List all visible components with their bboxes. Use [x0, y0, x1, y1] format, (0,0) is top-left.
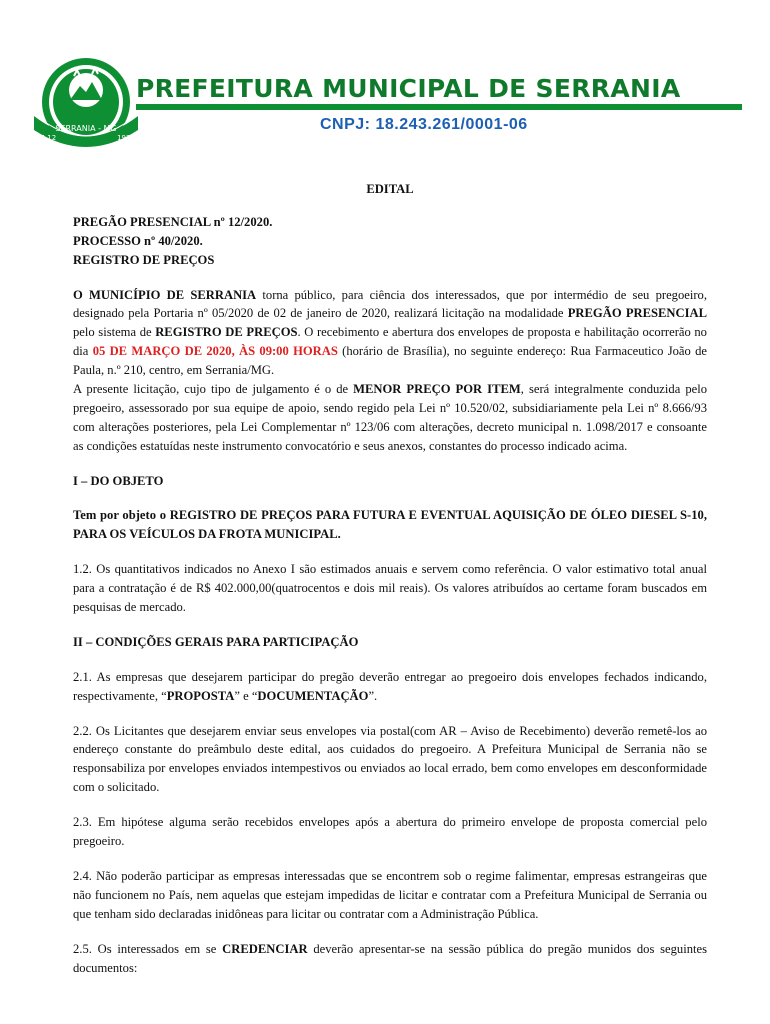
session-date: 05 DE MARÇO DE 2020, ÀS 09:00 HORAS — [92, 344, 338, 359]
judgment-text-1: A presente licitação, cujo tipo de julgamento é o de — [73, 382, 354, 397]
seal-day: 17-12 — [35, 134, 57, 142]
intro-text-2: pelo sistema de — [73, 325, 156, 340]
paragraph-1-2: 1.2. Os quantitativos indicados no Anexo I são estimados anuais e servem como referência. O valor estimativo total anual para a contratação é de R$ 402.000,00(quatrocentos e dois mil reais). Os valores atribuídos ao certame foram buscados em pesquisas de mercado. — [73, 562, 707, 615]
document-identifiers — [73, 213, 707, 270]
section-2-heading — [73, 633, 707, 652]
p21-text-2: ” e “ — [234, 688, 258, 703]
document-title: EDITAL — [366, 182, 414, 196]
p25-text-1: 2.5. Os interessados em se — [73, 941, 223, 956]
p21-text-1: 2.1. As empresas que desejarem participar do pregão deverão entregar ao pregoeiro dois envelopes fechados indicando, respectivamente, “ — [73, 669, 707, 703]
paragraph-2-2: 2.2. Os Licitantes que desejarem enviar seus envelopes via postal(com AR – Aviso de Recebimento) deverão remetê-los ao endereço constante do preâmbulo deste edital, aos cuidados do pregoeiro. A Prefeitura Municipal de Serrania não se responsabiliza por envelopes enviados intempestivos ou enviados ao local errado, bem como envelopes em desconformidade com o solicitado. — [73, 723, 707, 795]
p21-text-3: ”. — [368, 688, 378, 703]
seal-banner-text: SERRANIA - MG — [55, 124, 117, 133]
section-1-heading-text: I – DO OBJETO — [73, 473, 164, 488]
intro-bold-2: PREGÃO PRESENCIAL — [567, 306, 707, 321]
letterhead — [30, 56, 742, 156]
cnpj-number: CNPJ: 18.243.261/0001-06 — [320, 116, 528, 133]
judgment-bold: MENOR PREÇO POR ITEM — [353, 382, 521, 397]
registry-label: REGISTRO DE PREÇOS — [73, 252, 215, 267]
paragraph-2-1 — [73, 668, 707, 706]
p25-text-2: deverão apresentar-se na sessão pública do pregão munidos dos seguintes documentos: — [73, 941, 708, 975]
agency-title: PREFEITURA MUNICIPAL DE SERRANIA — [136, 74, 681, 103]
judgment-paragraph — [73, 380, 707, 456]
section-1-heading — [73, 472, 707, 491]
seal-year: 1938 — [117, 134, 135, 142]
process-number: PROCESSO nº 40/2020. — [73, 233, 203, 248]
intro-bold-1: O MUNICÍPIO DE SERRANIA — [73, 287, 257, 302]
p21-bold-1: PROPOSTA — [166, 688, 235, 703]
section-2-heading-text: II – CONDIÇÕES GERAIS PARA PARTICIPAÇÃO — [73, 634, 359, 649]
header-rule — [136, 104, 742, 110]
p25-bold: CREDENCIAR — [222, 941, 308, 956]
paragraph-2-3: 2.3. Em hipótese alguma serão recebidos envelopes após a abertura do primeiro envelope de proposta comercial pelo pregoeiro. — [73, 815, 707, 849]
bid-number: PREGÃO PRESENCIAL nº 12/2020. — [73, 214, 273, 229]
municipal-seal-icon — [30, 56, 142, 156]
intro-text-4: (horário de Brasília), no seguinte endereço: Rua Farmaceutico João de Paula, n.º 210, centro, em Serrania/MG. — [73, 344, 707, 378]
object-paragraph — [73, 506, 707, 544]
document-body — [73, 180, 707, 977]
intro-paragraph — [73, 286, 707, 380]
object-text: Tem por objeto o REGISTRO DE PREÇOS PARA FUTURA E EVENTUAL AQUISIÇÃO DE ÓLEO DIESEL S-10, PARA OS VEÍCULOS DA FROTA MUNICIPAL. — [73, 508, 707, 542]
p21-bold-2: DOCUMENTAÇÃO — [257, 688, 369, 703]
intro-text-1: torna público, para ciência dos interessados, que por intermédio de seu pregoeiro, designado pela Portaria nº 05/2020 de 02 de janeiro de 2020, realizará licitação na modalidade — [73, 287, 707, 321]
intro-bold-3: REGISTRO DE PREÇOS — [155, 325, 298, 340]
paragraph-2-5 — [73, 940, 707, 978]
intro-text-3: . O recebimento e abertura dos envelopes de proposta e habilitação ocorrerão no dia — [73, 325, 707, 359]
paragraph-2-4: 2.4. Não poderão participar as empresas interessadas que se encontrem sob o regime falimentar, empresas estrangeiras que não funcionem no País, nem aquelas que estejam impedidas de licitar e contratar com a Prefeitura Municipal de Serrania ou que tenham sido declaradas inidôneas para licitar ou contratar com a Administração Pública. — [73, 868, 707, 921]
judgment-text-2: , será integralmente conduzida pelo pregoeiro, assessorado por sua equipe de apoio, sendo regido pela Lei nº 10.520/02, subsidiariamente pela Lei nº 8.666/93 com alterações posteriores, pela Lei Complementar nº 123/06 com alterações, decreto municipal n. 1.098/2017 e consoante as condições estatuídas neste instrumento convocatório e seus anexos, constantes do processo indicado acima. — [73, 382, 708, 453]
